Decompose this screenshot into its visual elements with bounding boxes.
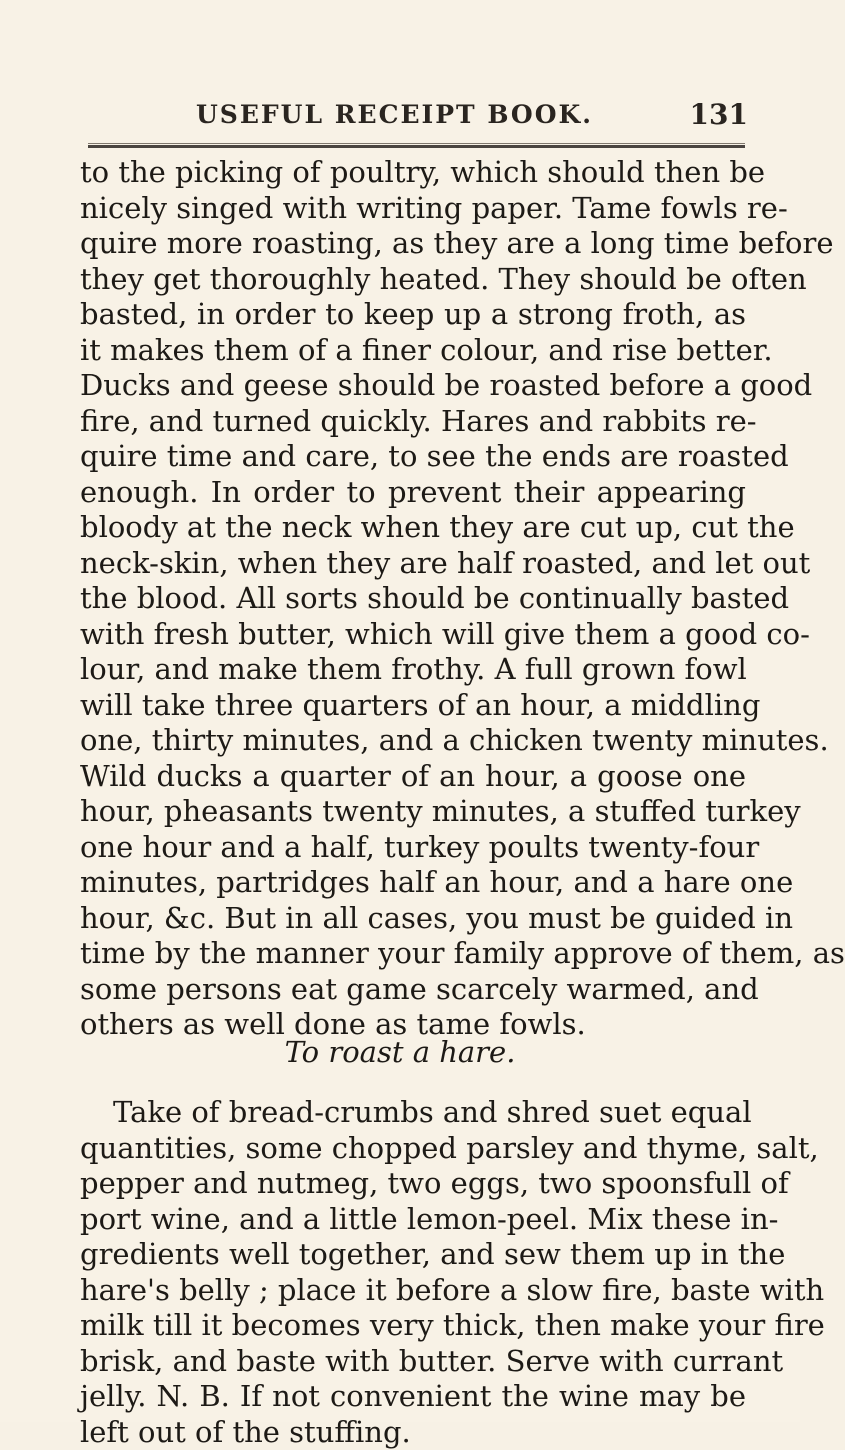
text-line: to the picking of poultry, which should then be bbox=[80, 155, 746, 191]
text-line: nicely singed with writing paper. Tame fowls re- bbox=[80, 191, 746, 227]
text-line: with fresh butter, which will give them a good co- bbox=[80, 617, 746, 653]
text-line: pepper and nutmeg, two eggs, two spoonsfull of bbox=[80, 1166, 746, 1202]
text-line: they get thoroughly heated. They should be often bbox=[80, 262, 746, 298]
text-line: Wild ducks a quarter of an hour, a goose one bbox=[80, 759, 746, 795]
paragraph-roast-hare bbox=[80, 1095, 746, 1450]
text-line: one hour and a half, turkey poults twenty-four bbox=[80, 830, 746, 866]
text-line: enough. In order to prevent their appearing bbox=[80, 475, 746, 511]
text-line: basted, in order to keep up a strong froth, as bbox=[80, 297, 746, 333]
section-heading: To roast a hare. bbox=[0, 1035, 800, 1069]
text-line: the blood. All sorts should be continually basted bbox=[80, 581, 746, 617]
text-line: Take of bread-crumbs and shred suet equal bbox=[80, 1095, 746, 1131]
text-line: others as well done as tame fowls. bbox=[80, 1007, 746, 1043]
header-rule bbox=[88, 143, 745, 148]
text-line: lour, and make them frothy. A full grown fowl bbox=[80, 652, 746, 688]
text-line: time by the manner your family approve of them, as bbox=[80, 936, 746, 972]
text-line: milk till it becomes very thick, then make your fire bbox=[80, 1308, 746, 1344]
text-line: port wine, and a little lemon-peel. Mix these in- bbox=[80, 1202, 746, 1238]
text-line: neck-skin, when they are half roasted, and let out bbox=[80, 546, 746, 582]
page-header bbox=[0, 98, 800, 138]
text-line: minutes, partridges half an hour, and a hare one bbox=[80, 865, 746, 901]
page-number: 131 bbox=[690, 98, 748, 131]
text-line: some persons eat game scarcely warmed, and bbox=[80, 972, 746, 1008]
text-line: quantities, some chopped parsley and thyme, salt, bbox=[80, 1131, 746, 1167]
text-line: Ducks and geese should be roasted before a good bbox=[80, 368, 746, 404]
text-line: will take three quarters of an hour, a middling bbox=[80, 688, 746, 724]
paragraph-roasting bbox=[80, 155, 746, 1043]
text-line: fire, and turned quickly. Hares and rabbits re- bbox=[80, 404, 746, 440]
running-title: USEFUL RECEIPT BOOK. bbox=[196, 100, 593, 129]
text-line: brisk, and baste with butter. Serve with currant bbox=[80, 1344, 746, 1380]
text-line: one, thirty minutes, and a chicken twenty minutes. bbox=[80, 723, 746, 759]
text-line: hour, &c. But in all cases, you must be guided in bbox=[80, 901, 746, 937]
text-line: jelly. N. B. If not convenient the wine may be bbox=[80, 1379, 746, 1415]
text-line: bloody at the neck when they are cut up, cut the bbox=[80, 510, 746, 546]
text-line: gredients well together, and sew them up in the bbox=[80, 1237, 746, 1273]
text-line: hour, pheasants twenty minutes, a stuffed turkey bbox=[80, 794, 746, 830]
text-line: quire more roasting, as they are a long time before bbox=[80, 226, 746, 262]
text-line: it makes them of a finer colour, and rise better. bbox=[80, 333, 746, 369]
text-line: hare's belly ; place it before a slow fire, baste with bbox=[80, 1273, 746, 1309]
text-line: left out of the stuffing. bbox=[80, 1415, 746, 1450]
text-line: quire time and care, to see the ends are roasted bbox=[80, 439, 746, 475]
